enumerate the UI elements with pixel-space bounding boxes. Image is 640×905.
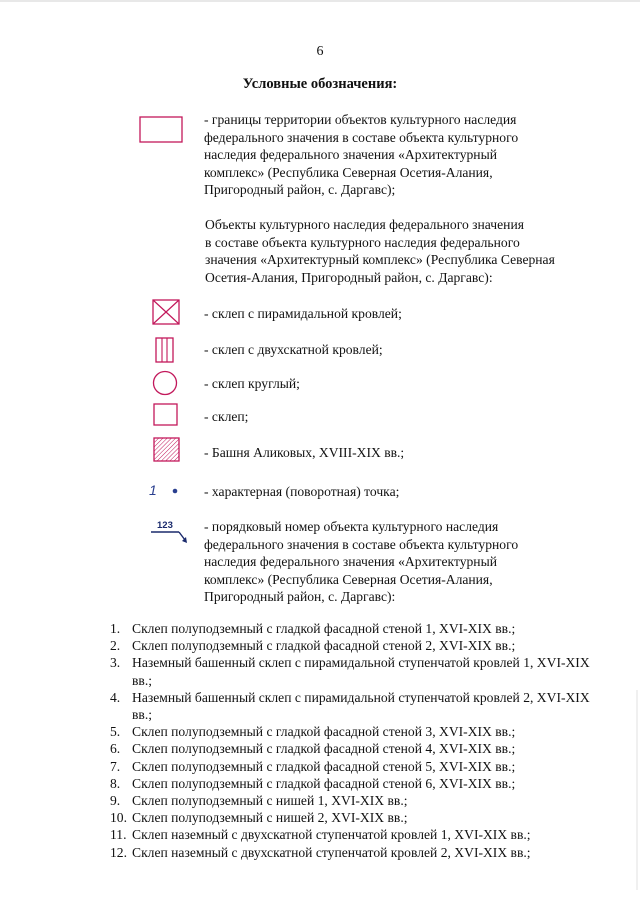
point-label: 1 — [149, 482, 157, 498]
list-item: 2. Склеп полуподземный с гладкой фасадной стеной 2, XVI-XIX вв.; — [110, 638, 516, 654]
square-icon — [152, 402, 180, 428]
circle-icon — [151, 369, 179, 397]
page-number: 6 — [316, 44, 324, 59]
list-item: 4. Наземный башенный склеп с пирамидальной ступенчатой кровлей 2, XVI-XIX вв.; — [110, 689, 590, 723]
list-item: 3. Наземный башенный склеп с пирамидальной ступенчатой кровлей 1, XVI-XIX вв.; — [110, 655, 590, 688]
objects-list — [110, 620, 610, 861]
list-item: 7. Склеп полуподземный с гладкой фасадной стеной 5, XVI-XIX вв.; — [110, 758, 516, 774]
list-item: 5. Склеп полуподземный с гладкой фасадной стеной 3, XVI-XIX вв.; — [110, 724, 516, 740]
scan-edge — [0, 0, 640, 2]
point-icon — [146, 480, 186, 502]
legend-text-point: - характерная (поворотная) точка; — [204, 484, 400, 499]
legend-text-gable: - склеп с двухскатной кровлей; — [204, 342, 383, 357]
legend-text-round: - склеп круглый; — [204, 376, 300, 391]
list-item: 6. Склеп полуподземный с гладкой фасадной стеной 4, XVI-XIX вв.; — [110, 741, 516, 757]
list-item: 11. Склеп наземный с двухскатной ступенчатой кровлей 1, XVI-XIX вв.; — [110, 827, 531, 843]
hatched-square-icon — [152, 436, 182, 464]
number-leader-icon — [146, 516, 190, 550]
legend-text-crypt: - склеп; — [204, 409, 249, 424]
list-item: 10. Склеп полуподземный с нишей 2, XVI-XIX вв.; — [110, 810, 408, 826]
number-label: 123 — [157, 520, 173, 531]
list-item: 1. Склеп полуподземный с гладкой фасадной стеной 1, XVI-XIX вв.; — [110, 621, 516, 636]
legend-text-objects-intro: Объекты культурного наследия федерального значения в составе объекта культурного наследия федерального значения «Архитектурный комплекс» (Республика Северная Осетия-Алания, Пригородный район, с. Даргавс): — [205, 217, 555, 285]
legend-text-number: - порядковый номер объекта культурного наследия федерального значения в составе объекта культурного наследия федерального значения «Архитектурный комплекс» (Республика Северная Осетия-Алания, Пригородный район, с. Даргавс): — [204, 519, 519, 604]
legend-text-pyramid: - склеп с пирамидальной кровлей; — [204, 306, 402, 321]
list-item: 12. Склеп наземный с двухскатной ступенчатой кровлей 2, XVI-XIX вв.; — [110, 844, 531, 860]
gable-roof-icon — [154, 336, 176, 364]
legend-heading: Условные обозначения: — [242, 76, 398, 92]
boundary-rectangle-icon — [139, 116, 183, 144]
crossed-square-icon — [151, 298, 181, 326]
scan-edge-right — [636, 690, 638, 890]
legend-text-boundary: - границы территории объектов культурного наследия федерального значения в составе объекта культурного наследия федерального значения «Архитектурный комплекс» (Республика Северная Осетия-Алания, Пригородный район, с. Даргавс); — [204, 112, 519, 197]
legend-text-tower: - Башня Аликовых, XVIII-XIX вв.; — [204, 445, 405, 460]
list-item: 8. Склеп полуподземный с гладкой фасадной стеной 6, XVI-XIX вв.; — [110, 775, 516, 791]
list-item: 9. Склеп полуподземный с нишей 1, XVI-XIX вв.; — [110, 793, 408, 809]
